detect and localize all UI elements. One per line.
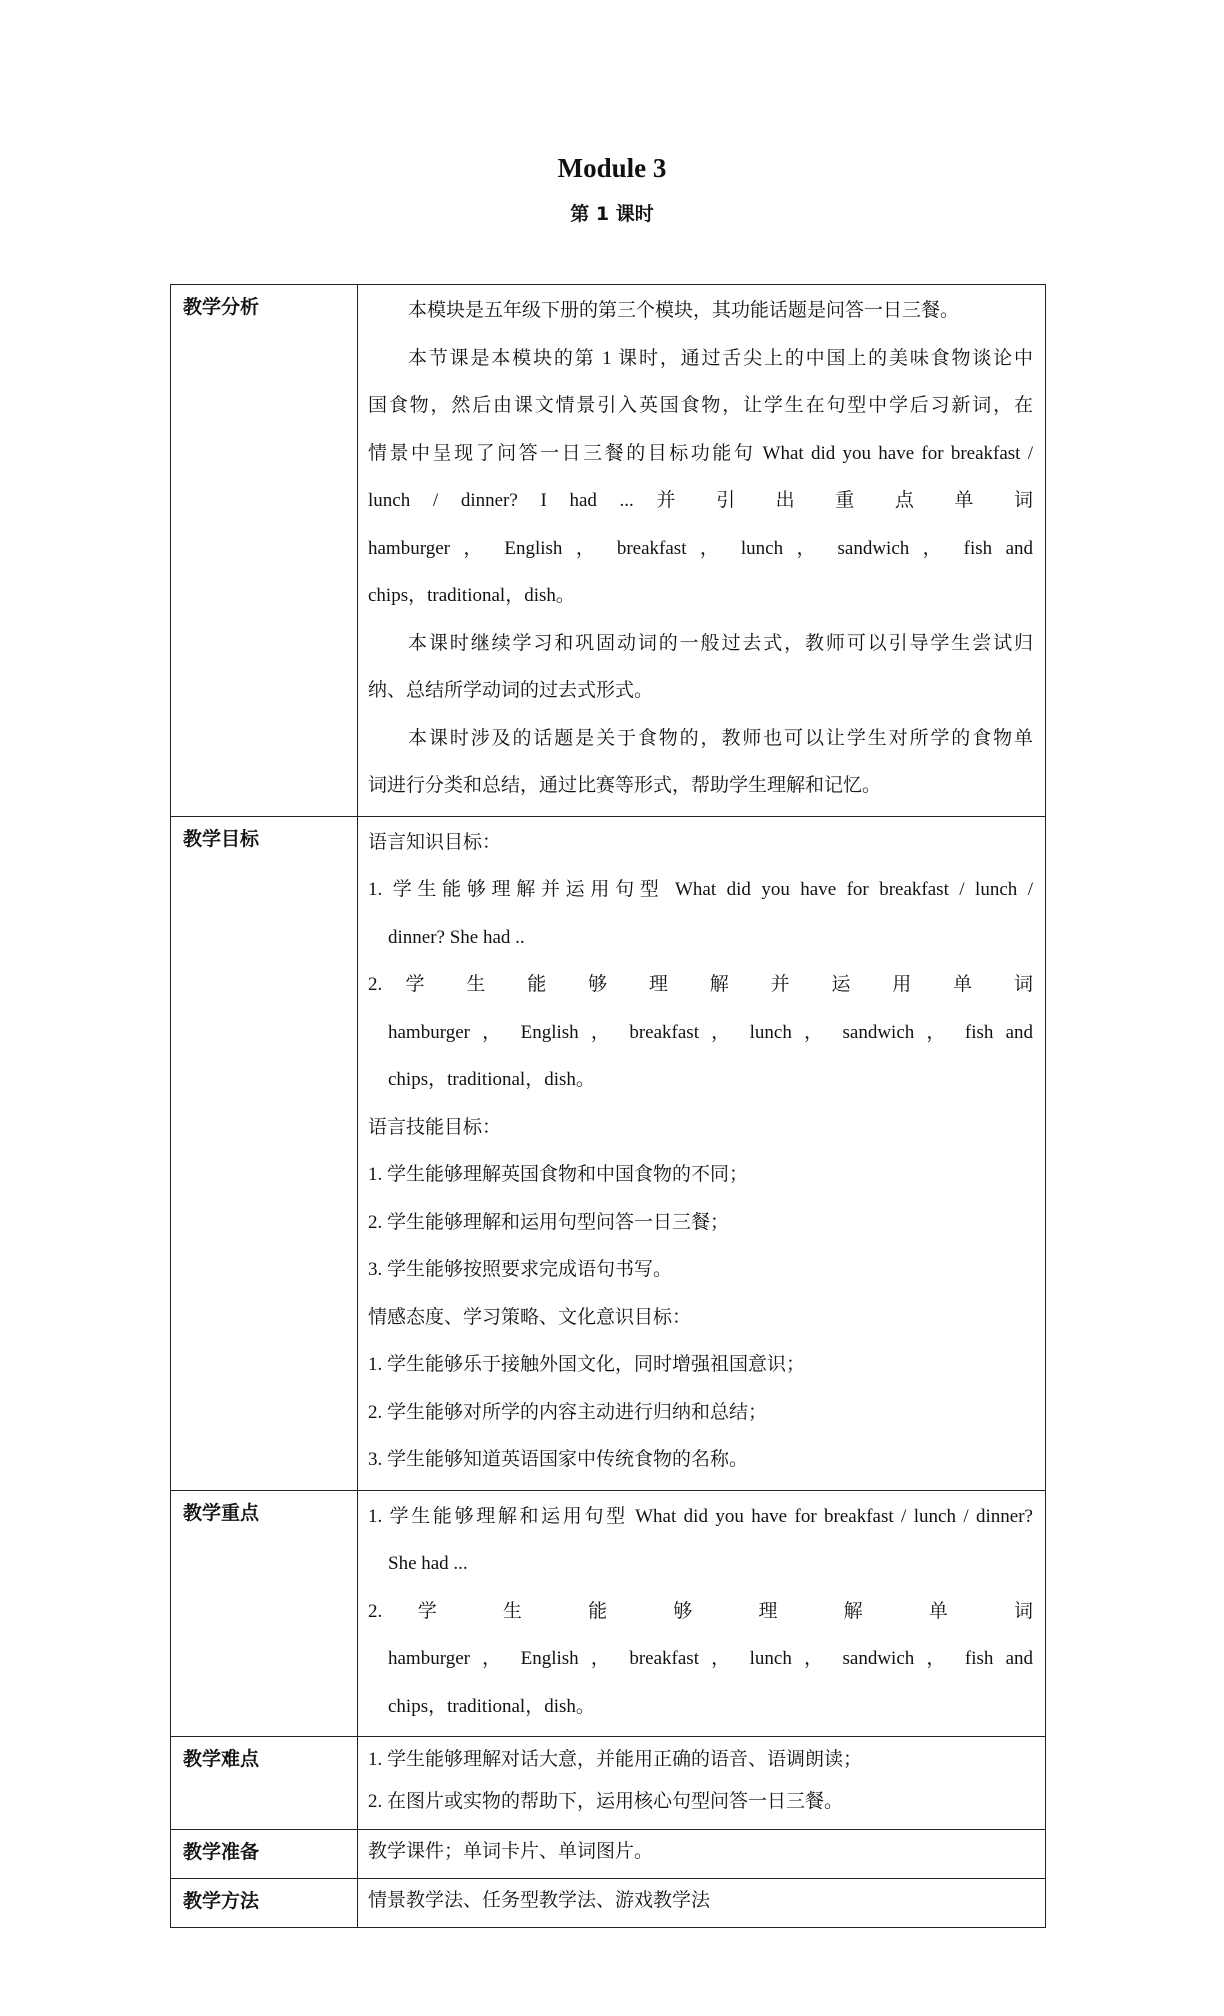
row-label-preparation: 教学准备 [171,1830,358,1879]
analysis-content [358,285,1046,817]
goals-line: 2. 学生能够对所学的内容主动进行归纳和总结； [368,1401,768,1423]
preparation-text: 教学课件；单词卡片、单词图片。 [368,1841,654,1862]
key-points-line: 2. 学 生 能 够 理 解 单 词 [368,1600,1033,1622]
key-points-line: 1. 学生能够理解和运用句型 What did you have for breakfast / lunch / dinner? [368,1505,1033,1527]
analysis-line: 纳、总结所学动词的过去式形式。 [368,680,654,701]
page-title: Module 3 [557,153,667,183]
analysis-line: hamburger ， English ， breakfast ， lunch ， sandwich ， fish and [368,537,1033,559]
difficulties-line: 2. 在图片或实物的帮助下，运用核心句型问答一日三餐。 [368,1791,844,1812]
row-label-methods: 教学方法 [171,1879,358,1928]
methods-content [358,1879,1046,1928]
goals-line: 3. 学生能够知道英语国家中传统食物的名称。 [368,1449,749,1470]
goals-line: 情感态度、学习策略、文化意识目标： [368,1306,692,1328]
key-points-line: chips，traditional，dish。 [388,1695,595,1717]
analysis-line: chips，traditional，dish。 [368,585,575,606]
key-points-line: She had ... [388,1553,468,1574]
key-points-line: hamburger ， English ， breakfast ， lunch ， sandwich ， fish and [388,1648,1033,1669]
analysis-line: 词进行分类和总结，通过比赛等形式，帮助学生理解和记忆。 [368,775,882,796]
goals-line: dinner? She had .. [388,926,525,948]
goals-line: 2. 学 生 能 够 理 解 并 运 用 单 词 [368,974,1033,995]
table-row-key-points [171,1490,1046,1737]
table-row-goals [171,816,1046,1490]
difficulties-line: 1. 学生能够理解对话大意，并能用正确的语音、语调朗读； [368,1749,863,1770]
key-points-content [358,1490,1046,1737]
analysis-line: 本课时继续学习和巩固动词的一般过去式，教师可以引导学生尝试归 [408,632,1033,654]
goals-line: 语言技能目标： [368,1116,502,1138]
goals-line: 1. 学生能够理解并运用句型 What did you have for breakfast / lunch / [368,879,1033,900]
lesson-plan-table [170,284,1046,1928]
table-row-difficulties [171,1737,1046,1830]
methods-text: 情景教学法、任务型教学法、游戏教学法 [368,1890,711,1911]
analysis-line: 国食物，然后由课文情景引入英国食物，让学生在句型中学后习新词，在 [368,395,1033,416]
analysis-line: lunch / dinner? I had ... 并 引 出 重 点 单 词 [368,490,1033,511]
row-label-difficulties: 教学难点 [171,1737,358,1830]
analysis-line: 本模块是五年级下册的第三个模块，其功能话题是问答一日三餐。 [408,300,960,321]
goals-line: chips，traditional，dish。 [388,1069,595,1090]
goals-line: 语言知识目标： [368,831,502,853]
analysis-line: 情景中呈现了问答一日三餐的目标功能句 What did you have for breakfast / [368,442,1033,464]
goals-content [358,816,1046,1490]
preparation-content [358,1830,1046,1879]
difficulties-content [358,1737,1046,1830]
lesson-subtitle: 第 1 课时 [570,203,654,225]
table-row-methods [171,1879,1046,1928]
table-row-analysis [171,285,1046,817]
row-label-goals: 教学目标 [171,816,358,1490]
goals-line: 1. 学生能够乐于接触外国文化，同时增强祖国意识； [368,1354,806,1375]
goals-line: 3. 学生能够按照要求完成语句书写。 [368,1259,673,1280]
goals-line: 2. 学生能够理解和运用句型问答一日三餐； [368,1211,730,1233]
goals-line: 1. 学生能够理解英国食物和中国食物的不同； [368,1164,749,1185]
row-label-key-points: 教学重点 [171,1490,358,1737]
goals-line: hamburger ， English ， breakfast ， lunch ， sandwich ， fish and [388,1021,1033,1043]
analysis-line: 本节课是本模块的第 1 课时，通过舌尖上的中国上的美味食物谈论中 [408,347,1033,369]
analysis-line: 本课时涉及的话题是关于食物的，教师也可以让学生对所学的食物单 [408,727,1033,749]
table-row-preparation [171,1830,1046,1879]
row-label-analysis: 教学分析 [171,285,358,817]
